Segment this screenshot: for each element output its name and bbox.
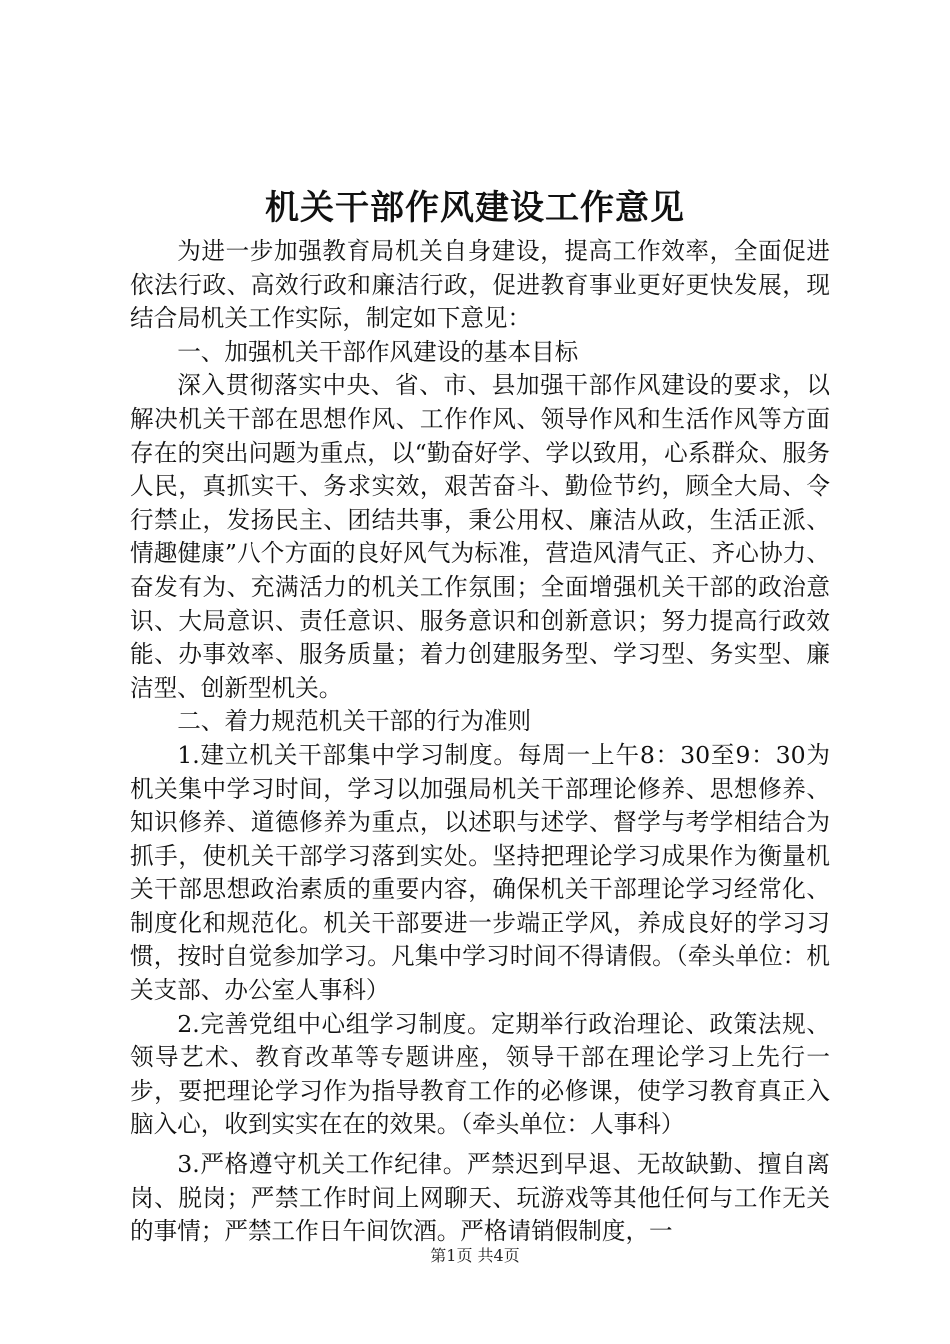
rule-1-paragraph: 1.建立机关干部集中学习制度。每周一上午8：30至9：30为机关集中学习时间，学习以加强局机关干部理论修养、思想修养、知识修养、道德修养为重点，以述职与述学、督学与考学相结合为抓手，使机关干部学习落到实处。坚持把理论学习成果作为衡量机关干部思想政治素质的重要内容，确保机关干部理论学习经常化、制度化和规范化。机关干部要进一步端正学风，养成良好的学习习惯，按时自觉参加学习。凡集中学习时间不得请假。（牵头单位：机关支部、办公室人事科） (130, 740, 830, 1005)
rule-3-paragraph: 3.严格遵守机关工作纪律。严禁迟到早退、无故缺勤、擅自离岗、脱岗；严禁工作时间上网聊天、玩游戏等其他任何与工作无关的事情；严禁工作日午间饮酒。严格请销假制度，一 (130, 1150, 830, 1246)
section-heading-2: 二、着力规范机关干部的行为准则 (177, 707, 532, 736)
page-number: 第1页 共4页 (430, 1246, 520, 1265)
rule-2-paragraph: 2.完善党组中心组学习制度。定期举行政治理论、政策法规、领导艺术、教育改革等专题讲座，领导干部在理论学习上先行一步，要把理论学习作为指导教育工作的必修课，使学习教育真正入脑入心，收到实实在在的效果。（牵头单位：人事科） (130, 1009, 830, 1139)
document-body (130, 235, 830, 1249)
section-heading-1: 一、加强机关干部作风建设的基本目标 (177, 337, 579, 366)
intro-paragraph: 为进一步加强教育局机关自身建设，提高工作效率，全面促进依法行政、高效行政和廉洁行政，促进教育事业更好更快发展，现结合局机关工作实际，制定如下意见： (130, 237, 830, 333)
document-title: 机关干部作风建设工作意见 (265, 188, 685, 228)
section-1-paragraph: 深入贯彻落实中央、省、市、县加强干部作风建设的要求，以解决机关干部在思想作风、工作作风、领导作风和生活作风等方面存在的突出问题为重点，以“勤奋好学、学以致用，心系群众、服务人民，真抓实干、务求实效，艰苦奋斗、勤俭节约，顾全大局、令行禁止，发扬民主、团结共事，秉公用权、廉洁从政，生活正派、情趣健康”八个方面的良好风气为标准，营造风清气正、齐心协力、奋发有为、充满活力的机关工作氛围；全面增强机关干部的政治意识、大局意识、责任意识、服务意识和创新意识；努力提高行政效能、办事效率、服务质量；着力创建服务型、学习型、务实型、廉洁型、创新型机关。 (130, 371, 830, 702)
